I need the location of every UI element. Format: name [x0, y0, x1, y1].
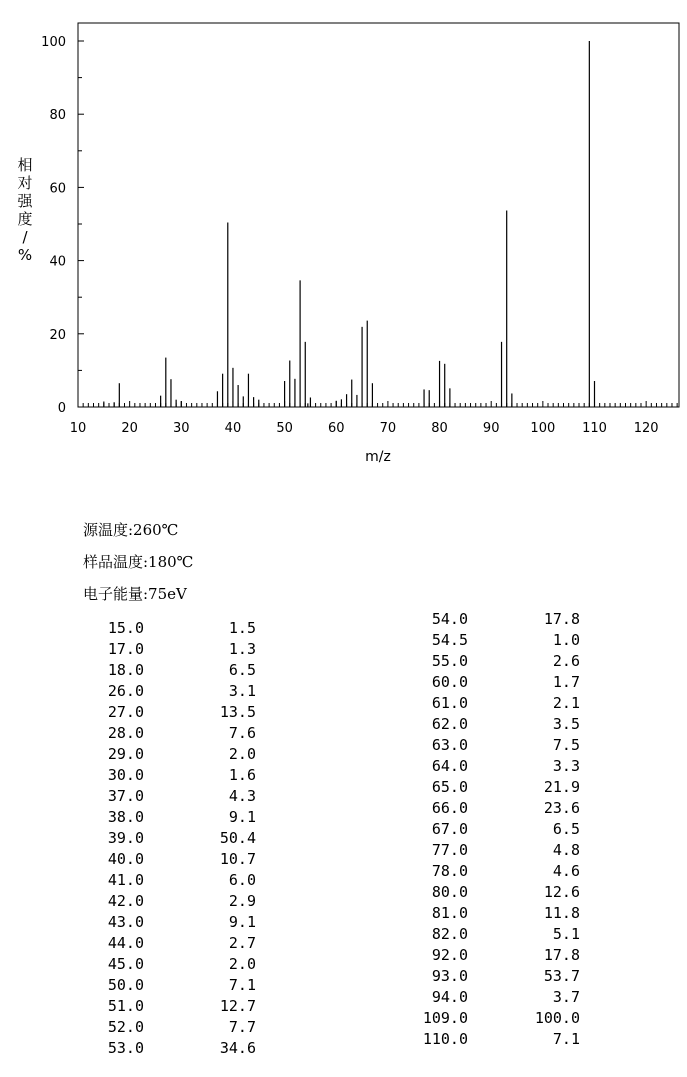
peak-table-left [84, 618, 256, 1059]
mz-value: 15.0 [107, 619, 144, 637]
axis-ticks [78, 41, 677, 407]
mz-value: 63.0 [431, 736, 468, 754]
mz-value: 45.0 [107, 955, 144, 973]
intensity-value: 7.1 [552, 1030, 580, 1048]
peak-bars [104, 41, 595, 407]
mz-value: 51.0 [107, 997, 144, 1015]
intensity-value: 2.1 [552, 694, 580, 712]
intensity-value: 17.8 [543, 610, 580, 628]
table-row [408, 609, 580, 630]
table-row [84, 744, 256, 765]
x-tick-label: 80 [431, 421, 448, 436]
table-row [84, 954, 256, 975]
mz-value: 29.0 [107, 745, 144, 763]
mz-value: 94.0 [431, 988, 468, 1006]
mz-value: 65.0 [431, 778, 468, 796]
intensity-value: 7.5 [552, 736, 580, 754]
table-row [408, 756, 580, 777]
table-row [84, 807, 256, 828]
table-row [84, 1017, 256, 1038]
x-tick-label: 60 [327, 421, 345, 436]
table-row [408, 798, 580, 819]
table-row [408, 672, 580, 693]
table-row [84, 975, 256, 996]
table-row [408, 735, 580, 756]
mz-value: 60.0 [431, 673, 468, 691]
table-row [84, 702, 256, 723]
table-row [408, 651, 580, 672]
mz-value: 54.5 [431, 631, 468, 649]
table-row [84, 618, 256, 639]
table-row [408, 777, 580, 798]
mz-value: 42.0 [107, 892, 144, 910]
table-row [408, 693, 580, 714]
intensity-value: 5.1 [552, 925, 580, 943]
intensity-value: 12.6 [543, 883, 580, 901]
y-tick-label: 20 [49, 327, 66, 343]
mz-value: 81.0 [431, 904, 468, 922]
y-axis-label-char: / [22, 228, 28, 246]
mz-value: 54.0 [431, 610, 468, 628]
y-tick-label: 0 [57, 401, 66, 416]
intensity-value: 21.9 [543, 778, 580, 796]
mz-value: 52.0 [107, 1018, 144, 1036]
table-row [84, 912, 256, 933]
intensity-value: 4.3 [228, 787, 256, 805]
intensity-value: 3.3 [552, 757, 580, 775]
x-tick-label: 120 [633, 421, 659, 436]
x-tick-labels [70, 421, 659, 436]
table-row [84, 891, 256, 912]
x-tick-label: 50 [276, 421, 293, 436]
intensity-value: 2.0 [228, 955, 256, 973]
mz-value: 50.0 [107, 976, 144, 994]
mz-value: 40.0 [107, 850, 144, 868]
x-axis-label: m/z [365, 449, 391, 465]
table-row [408, 861, 580, 882]
mz-value: 82.0 [431, 925, 468, 943]
table-row [84, 996, 256, 1017]
table-row [84, 660, 256, 681]
mz-value: 61.0 [431, 694, 468, 712]
intensity-value: 3.7 [552, 988, 580, 1006]
table-row [84, 723, 256, 744]
mz-value: 78.0 [431, 862, 468, 880]
table-row [408, 1029, 580, 1050]
mz-value: 28.0 [107, 724, 144, 742]
mz-value: 41.0 [107, 871, 144, 889]
table-row [84, 870, 256, 891]
mz-value: 64.0 [431, 757, 468, 775]
intensity-value: 7.6 [228, 724, 256, 742]
intensity-value: 34.6 [219, 1039, 256, 1057]
x-tick-label: 30 [173, 421, 190, 436]
table-row [84, 1038, 256, 1059]
table-row [408, 1008, 580, 1029]
mz-value: 77.0 [431, 841, 468, 859]
mz-value: 92.0 [431, 946, 468, 964]
x-tick-label: 40 [224, 421, 242, 436]
intensity-value: 100.0 [534, 1009, 580, 1027]
x-tick-label: 10 [69, 421, 87, 436]
table-row [408, 882, 580, 903]
mz-value: 80.0 [431, 883, 468, 901]
mz-value: 38.0 [107, 808, 144, 826]
mz-value: 66.0 [431, 799, 468, 817]
intensity-value: 9.1 [228, 913, 256, 931]
y-axis-label-char: 相 [17, 156, 33, 174]
table-row [408, 903, 580, 924]
y-axis-label [17, 156, 33, 264]
table-row [84, 933, 256, 954]
mz-value: 93.0 [431, 967, 468, 985]
y-tick-label: 80 [49, 108, 66, 124]
intensity-value: 2.9 [228, 892, 256, 910]
intensity-value: 6.5 [228, 661, 256, 679]
intensity-value: 3.1 [228, 682, 256, 700]
intensity-value: 2.0 [228, 745, 256, 763]
table-row [408, 945, 580, 966]
table-row [84, 639, 256, 660]
table-row [84, 765, 256, 786]
x-tick-label: 100 [530, 421, 556, 436]
table-row [408, 987, 580, 1008]
mz-value: 18.0 [107, 661, 144, 679]
intensity-value: 9.1 [228, 808, 256, 826]
intensity-value: 6.5 [552, 820, 580, 838]
intensity-value: 2.7 [228, 934, 256, 952]
x-tick-label: 90 [482, 421, 500, 436]
intensity-value: 4.6 [552, 862, 580, 880]
mz-value: 26.0 [107, 682, 144, 700]
sample-temperature: 样品温度:180℃ [83, 553, 194, 571]
y-axis-label-char: 强 [17, 192, 33, 210]
intensity-value: 1.0 [552, 631, 580, 649]
intensity-value: 50.4 [219, 829, 256, 847]
table-row [408, 714, 580, 735]
intensity-value: 3.5 [552, 715, 580, 733]
table-row [84, 828, 256, 849]
y-tick-label: 40 [49, 254, 66, 270]
table-row [408, 840, 580, 861]
electron-energy: 电子能量:75eV [83, 585, 187, 603]
y-tick-labels [41, 35, 66, 416]
y-axis-label-char: 对 [17, 174, 33, 192]
y-tick-label: 60 [49, 181, 66, 197]
mz-value: 55.0 [431, 652, 468, 670]
mass-spectrum-chart [0, 0, 687, 480]
mz-value: 43.0 [107, 913, 144, 931]
mz-value: 62.0 [431, 715, 468, 733]
intensity-value: 10.7 [219, 850, 256, 868]
intensity-value: 53.7 [543, 967, 580, 985]
table-row [408, 819, 580, 840]
peak-table-right [408, 609, 580, 1050]
mz-value: 30.0 [107, 766, 144, 784]
intensity-value: 13.5 [219, 703, 256, 721]
intensity-value: 1.6 [228, 766, 256, 784]
table-row [408, 924, 580, 945]
mz-value: 110.0 [422, 1030, 468, 1048]
table-row [408, 630, 580, 651]
mz-value: 67.0 [431, 820, 468, 838]
table-row [84, 786, 256, 807]
x-tick-label: 70 [379, 421, 397, 436]
intensity-value: 4.8 [552, 841, 580, 859]
x-tick-label: 20 [121, 421, 138, 436]
table-row [84, 849, 256, 870]
mz-value: 17.0 [107, 640, 144, 658]
x-tick-label: 110 [582, 421, 607, 436]
mz-value: 39.0 [107, 829, 144, 847]
intensity-value: 1.5 [228, 619, 256, 637]
y-axis-label-char: 度 [17, 210, 33, 228]
mz-value: 109.0 [422, 1009, 468, 1027]
table-row [408, 966, 580, 987]
mz-value: 44.0 [107, 934, 144, 952]
y-tick-label: 100 [41, 35, 66, 50]
intensity-value: 23.6 [543, 799, 580, 817]
intensity-value: 17.8 [543, 946, 580, 964]
intensity-value: 7.7 [228, 1018, 256, 1036]
intensity-value: 2.6 [552, 652, 580, 670]
mz-value: 53.0 [107, 1039, 144, 1057]
mz-value: 37.0 [107, 787, 144, 805]
intensity-value: 11.8 [543, 904, 580, 922]
intensity-value: 1.7 [552, 673, 580, 691]
mz-value: 27.0 [107, 703, 144, 721]
source-temperature: 源温度:260℃ [83, 521, 179, 539]
table-row [84, 681, 256, 702]
intensity-value: 1.3 [228, 640, 256, 658]
intensity-value: 7.1 [228, 976, 256, 994]
intensity-value: 6.0 [228, 871, 256, 889]
intensity-value: 12.7 [219, 997, 256, 1015]
y-axis-label-char: % [17, 246, 33, 264]
